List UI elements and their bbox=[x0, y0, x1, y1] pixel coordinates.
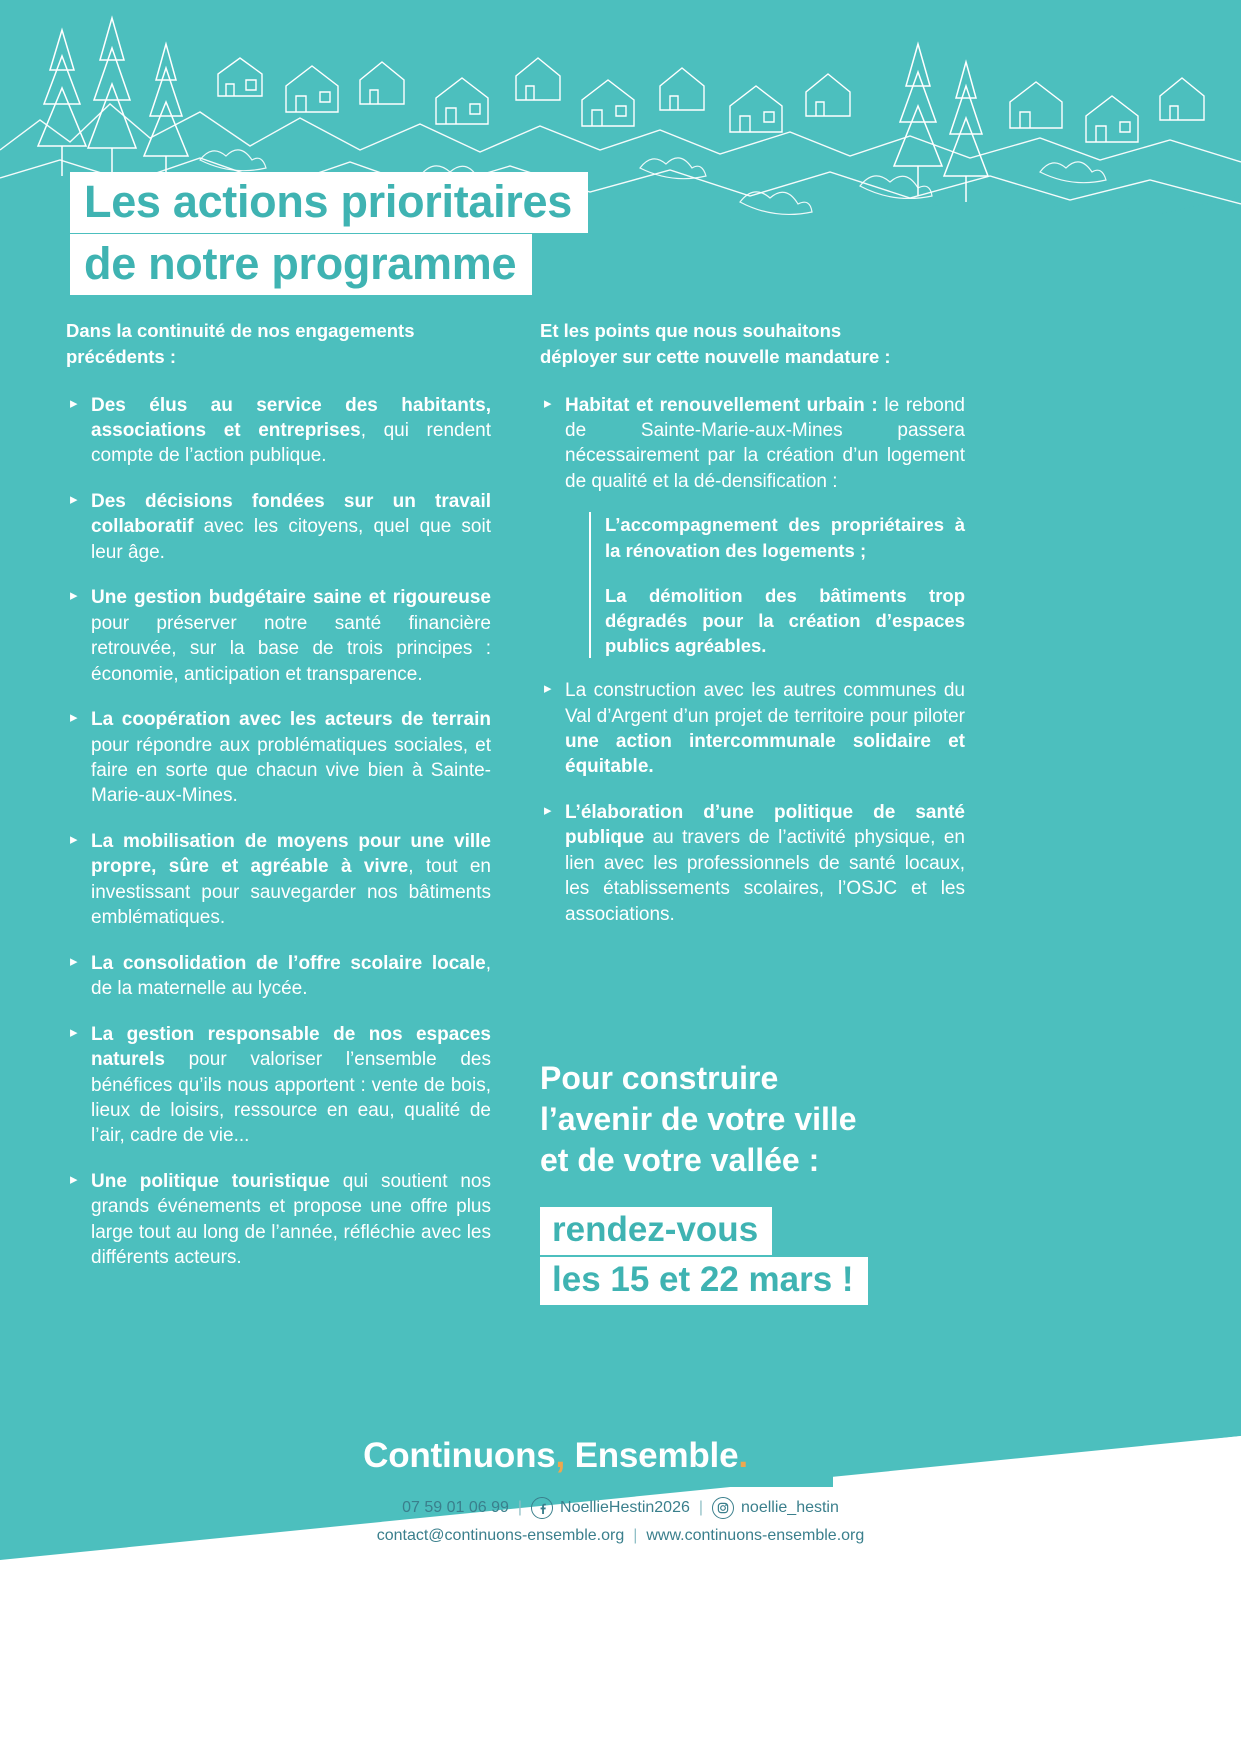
item-rest: , tout en investissant pour sauvegarder nos bâtiments emblématiques. bbox=[91, 856, 491, 929]
list-item bbox=[540, 393, 965, 659]
instagram-icon bbox=[712, 1497, 734, 1519]
item-rest: pour répondre aux problématiques sociales, et faire en sorte que chacun vive bien à Sainte-Marie-aux-Mines. bbox=[91, 734, 491, 807]
rendez-vous-line-1: rendez-vous bbox=[540, 1207, 772, 1255]
item-bold-lead: Une politique touristique bbox=[91, 1170, 330, 1192]
item-rest: le rebond de Sainte-Marie-aux-Mines passera nécessairement par la création d’un logement de qualité et la dé-densification : bbox=[565, 394, 965, 492]
footer-separator: | bbox=[517, 1499, 523, 1516]
left-column-list bbox=[66, 393, 491, 1271]
facebook-icon bbox=[531, 1497, 553, 1519]
page-title bbox=[70, 172, 588, 296]
item-rest: avec les citoyens, quel que soit leur âge. bbox=[91, 516, 491, 563]
page-title-line-2: de notre programme bbox=[70, 234, 532, 295]
item-rest: au travers de l’activité physique, en lien avec les professionnels de santé locaux, les établissements scolaires, l’OSJC et les associations. bbox=[565, 827, 965, 925]
slogan-second: Ensemble bbox=[565, 1436, 739, 1475]
cta-heading-line-1: Pour construire bbox=[540, 1060, 779, 1096]
list-item bbox=[66, 1022, 491, 1149]
footer-email[interactable]: contact@continuons-ensemble.org bbox=[376, 1527, 625, 1544]
item-rest: pour valoriser l’ensemble des bénéfices qu’ils nous apportent : vente de bois, lieux de loisirs, ressource en eau, qualité de l’air, cadre de vie... bbox=[91, 1049, 491, 1147]
left-column-heading: Dans la continuité de nos engagements précédents : bbox=[66, 320, 415, 368]
slogan-banner bbox=[278, 1425, 833, 1487]
list-item bbox=[66, 1169, 491, 1271]
right-column-list bbox=[540, 393, 965, 928]
slogan-main: Continuons bbox=[363, 1436, 556, 1475]
cta-heading-line-2: l’avenir de votre ville bbox=[540, 1100, 857, 1137]
item-bold-tail: une action intercommunale solidaire et équitable. bbox=[565, 731, 965, 778]
item-bold-lead: Habitat et renouvellement urbain : bbox=[565, 394, 878, 416]
list-item bbox=[66, 393, 491, 469]
item-bold-lead: L’élaboration d’une politique de santé publique bbox=[565, 801, 965, 849]
call-to-action bbox=[540, 1058, 868, 1307]
footer-contact bbox=[0, 1496, 1241, 1548]
right-column bbox=[540, 318, 965, 947]
footer-facebook-text: NoellieHestin2026 bbox=[560, 1499, 690, 1516]
item-bold-lead: La gestion responsable de nos espaces naturels bbox=[91, 1023, 491, 1071]
right-column-heading-line-2: déployer sur cette nouvelle mandature : bbox=[540, 346, 891, 368]
campaign-slogan bbox=[363, 1436, 748, 1476]
item-bold-lead: Des élus au service des habitants, associations et entreprises bbox=[91, 394, 491, 441]
cta-heading bbox=[540, 1058, 868, 1181]
cta-heading-line-3: et de votre vallée : bbox=[540, 1141, 820, 1178]
list-item bbox=[66, 489, 491, 565]
left-column bbox=[66, 318, 491, 1291]
footer-phone-text: 07 59 01 06 99 bbox=[402, 1499, 509, 1516]
footer-instagram-text: noellie_hestin bbox=[741, 1499, 839, 1516]
rendez-vous-line-2: les 15 et 22 mars ! bbox=[540, 1257, 868, 1305]
subitem: L’accompagnement des propriétaires à la rénovation des logements ; bbox=[605, 514, 965, 561]
right-column-heading bbox=[540, 318, 965, 371]
footer-phone bbox=[402, 1496, 509, 1520]
footer-separator: | bbox=[698, 1499, 704, 1516]
item-lead: La construction avec les autres communes du Val d’Argent d’un projet de territoire pour piloter bbox=[565, 680, 965, 727]
slogan-dot: . bbox=[738, 1436, 748, 1475]
item-bold-lead: La coopération avec les acteurs de terrain bbox=[91, 709, 491, 731]
item-rest: qui soutient nos grands événements et propose une offre plus large tout au long de l’année, réfléchie avec les différents acteurs. bbox=[91, 1170, 491, 1269]
item-bold-lead: Une gestion budgétaire saine et rigoureuse bbox=[91, 587, 491, 609]
footer-facebook[interactable] bbox=[531, 1496, 690, 1520]
footer-row-web bbox=[0, 1524, 1241, 1548]
item-bold-lead: La consolidation de l’offre scolaire locale bbox=[91, 952, 486, 974]
habitat-subitems bbox=[589, 512, 965, 658]
list-item bbox=[66, 829, 491, 931]
item-bold-lead: Des décisions fondées sur un travail collaboratif bbox=[91, 490, 491, 538]
item-rest: pour préserver notre santé financière retrouvée, sur la base de trois principes : économie, anticipation et transparence. bbox=[91, 612, 491, 685]
footer-website[interactable]: www.continuons-ensemble.org bbox=[646, 1527, 865, 1544]
subitem: La démolition des bâtiments trop dégradés pour la création d’espaces publics agréables. bbox=[605, 584, 965, 656]
footer-instagram[interactable] bbox=[712, 1496, 839, 1520]
list-item bbox=[66, 707, 491, 809]
list-item bbox=[540, 678, 965, 780]
item-rest: , de la maternelle au lycée. bbox=[91, 952, 491, 1000]
slogan-comma: , bbox=[555, 1436, 566, 1475]
list-item bbox=[540, 800, 965, 927]
right-column-heading-line-1: Et les points que nous souhaitons bbox=[540, 320, 842, 341]
footer-separator: | bbox=[633, 1527, 638, 1544]
list-item bbox=[66, 585, 491, 687]
item-bold-lead: La mobilisation de moyens pour une ville propre, sûre et agréable à vivre bbox=[91, 830, 491, 878]
list-item bbox=[66, 951, 491, 1002]
page-title-line-1: Les actions prioritaires bbox=[70, 172, 588, 233]
footer-row-social bbox=[0, 1496, 1241, 1520]
item-rest: , qui rendent compte de l’action publique. bbox=[91, 419, 491, 467]
